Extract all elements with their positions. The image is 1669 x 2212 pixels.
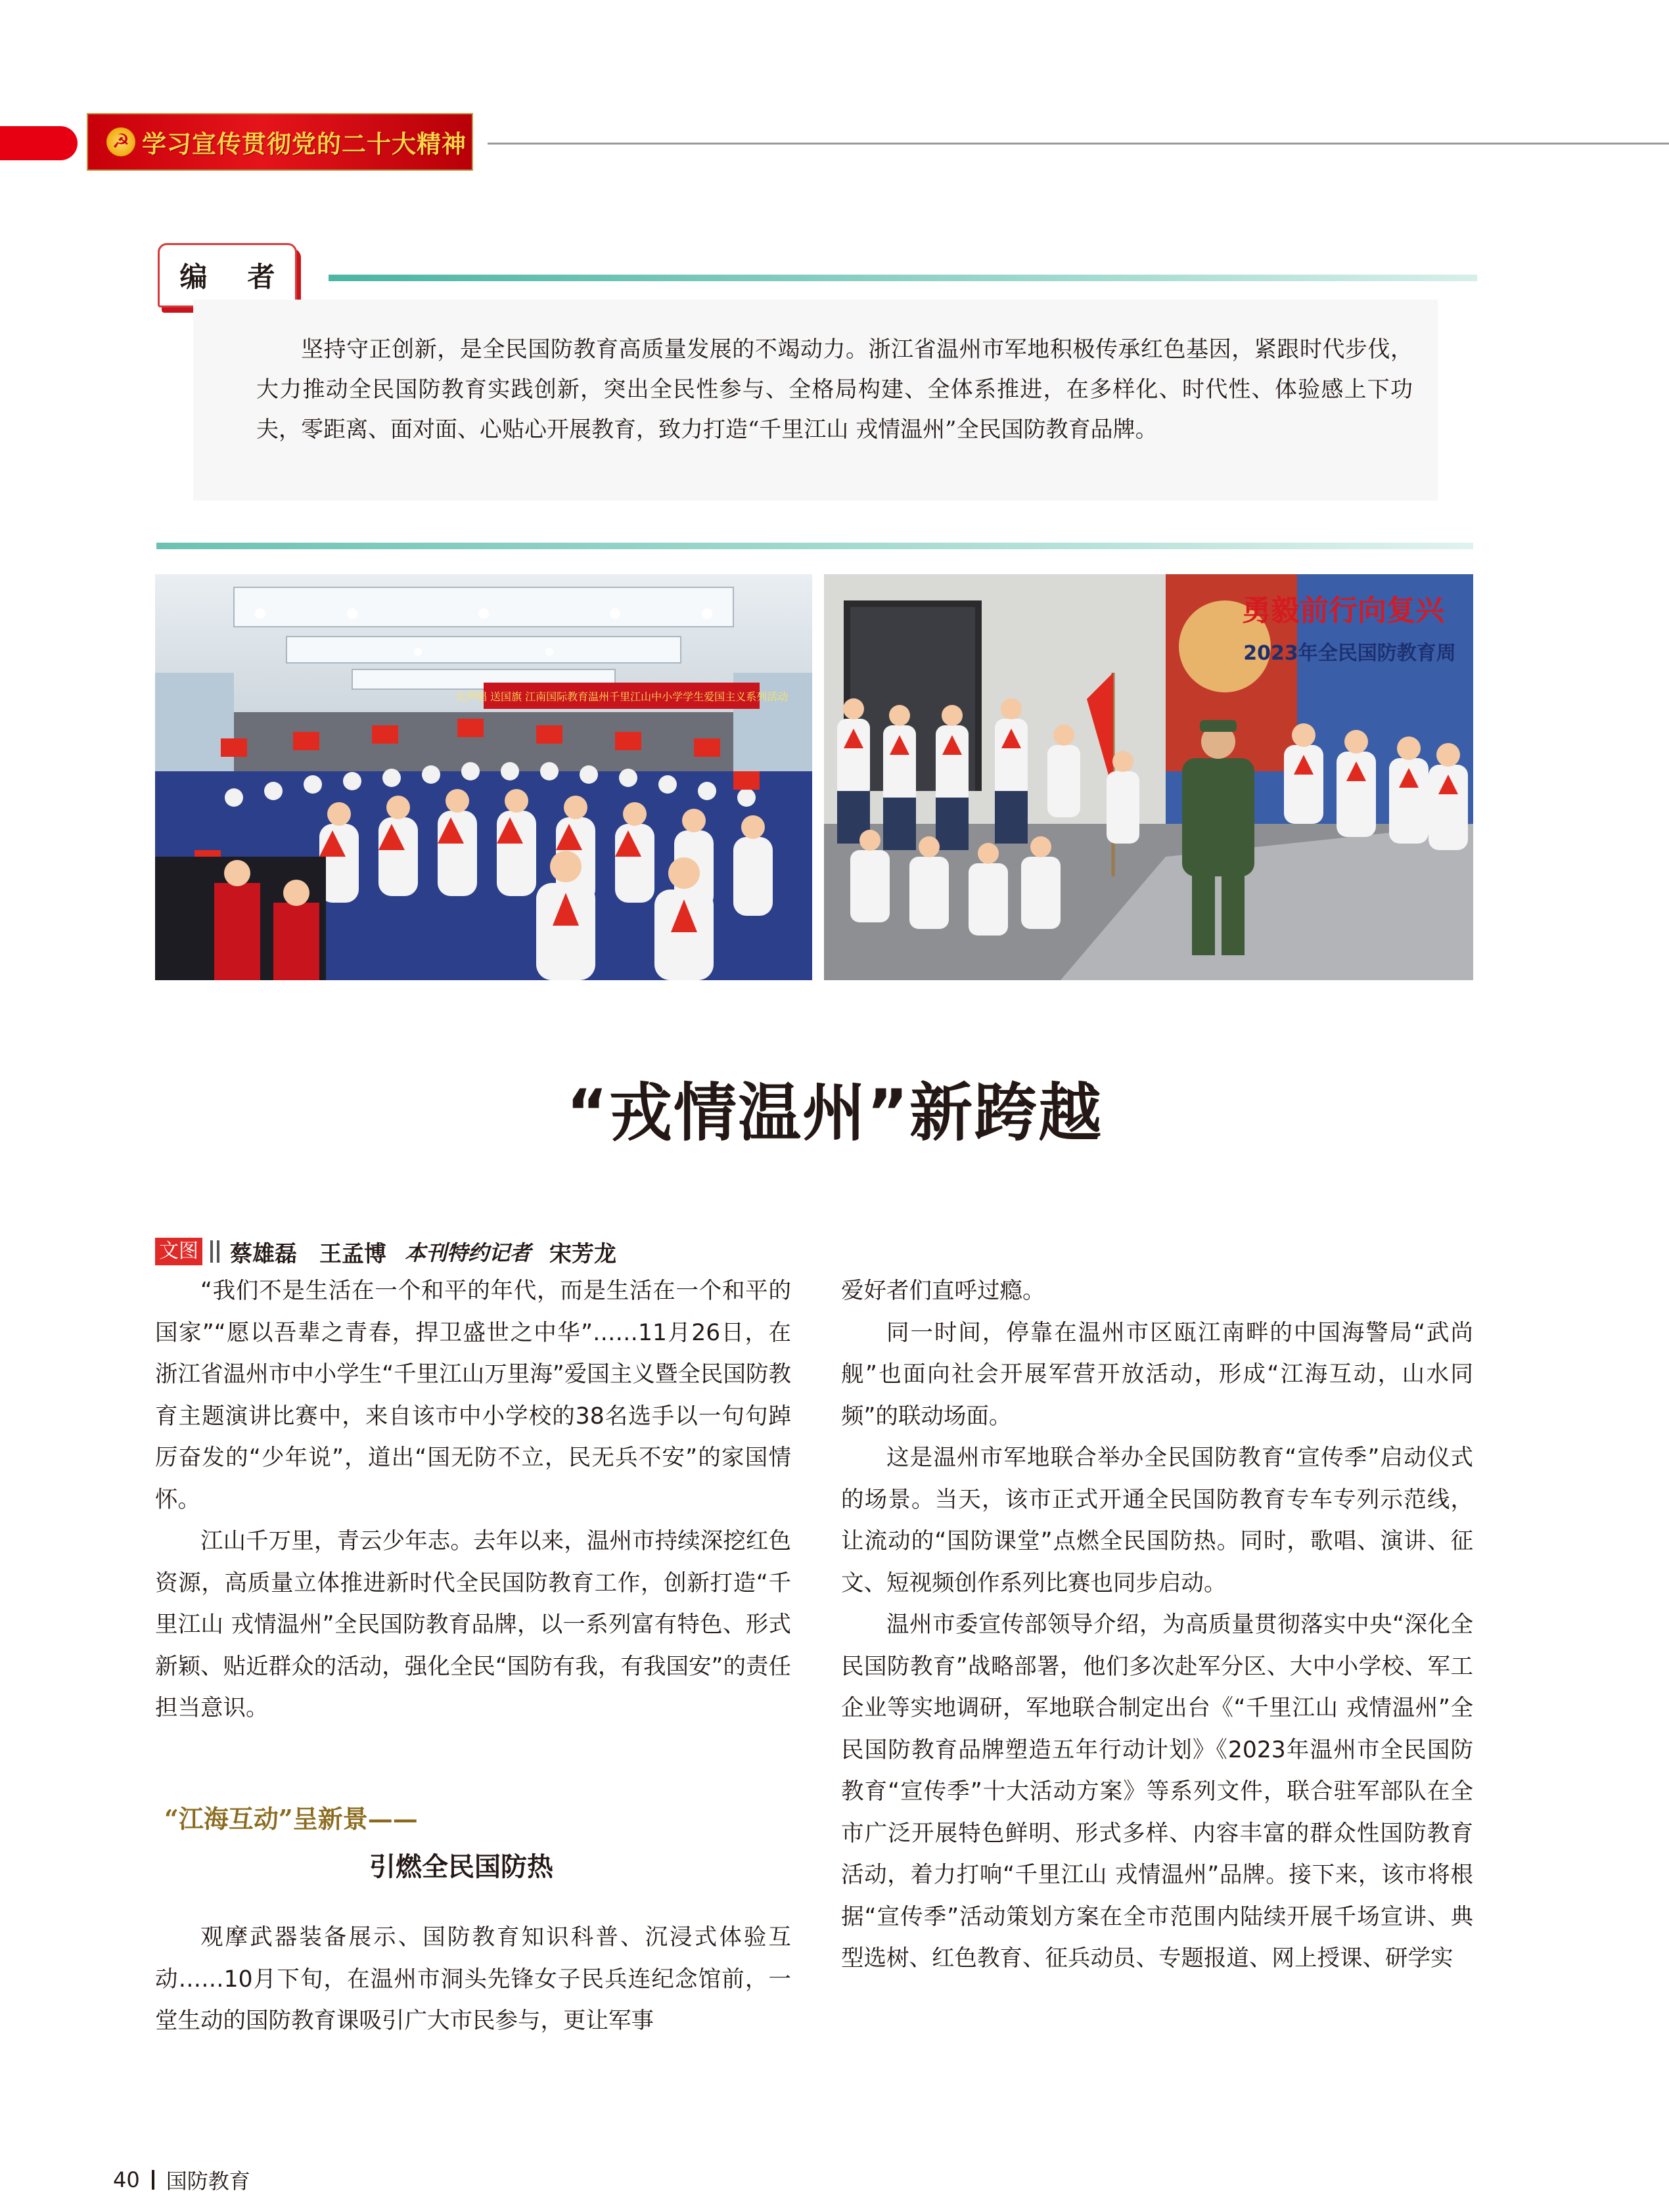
header-red-tab xyxy=(0,126,78,160)
right-column xyxy=(841,1271,1473,1980)
editor-note-bottom-rule xyxy=(156,543,1473,549)
article-title: “戎情温州”新跨越 xyxy=(566,1076,1103,1150)
paragraph: 江山千万里，青云少年志。去年以来，温州市持续深挖红色资源，高质量立体推进新时代全民国防教育工作，创新打造“千里江山 戎情温州”全民国防教育品牌，以一系列富有特色、形式新颖、贴近群众的活动，强化全民“国防有我，有我国安”的责任担当意识。 xyxy=(155,1528,791,1721)
editor-note-text: 坚持守正创新，是全民国防教育高质量发展的不竭动力。浙江省温州市军地积极传承红色基因，紧跟时代步伐，大力推动全民国防教育实践创新，突出全民性参与、全格局构建、全体系推进，在多样化、时代性、体验感上下功夫，零距离、面对面、心贴心开展教育，致力打造“千里江山 戎情温州”全民国防教育品牌。 xyxy=(256,336,1413,443)
byline-tag: 文图 xyxy=(155,1238,202,1265)
header-rule xyxy=(488,143,1669,145)
magazine-name: 国防教育 xyxy=(166,2169,250,2194)
page-footer xyxy=(113,2167,250,2193)
byline-divider-2 xyxy=(217,1240,219,1263)
paragraph: 温州市委宣传部领导介绍，为高质量贯彻落实中央“深化全民国防教育”战略部署，他们多次赴军分区、大中小学校、军工企业等实地调研，军地联合制定出台《“千里江山 戎情温州”全民国防教育品牌塑造五年行动计划》《2023年温州市全民国防教育“宣传季”十大活动方案》等系列文件，联合驻军部队在全市广泛开展特色鲜明、形式多样、内容丰富的群众性国防教育活动，着力打响“千里江山 戎情温州”品牌。接下来，该市将根据“宣传季”活动策划方案在全市范围内陆续开展千场宣讲、典型选树、红色教育、征兵动员、专题报道、网上授课、研学实 xyxy=(841,1612,1473,1972)
paragraph: “我们不是生活在一个和平的年代，而是生活在一个和平的国家”“愿以吾辈之青春，捍卫盛世之中华”……11月26日，在浙江省温州市中小学生“千里江山万里海”爱国主义暨全民国防教育主题演讲比赛中，来自该市中小学校的38名选手以一句句踔厉奋发的“少年说”，道出“国无防不立，民无兵不安”的家国情怀。 xyxy=(155,1278,791,1513)
editor-tag-char-1: 编 xyxy=(179,261,208,293)
auditorium-banner-text: 大声唱 送国旗 江南国际教育温州千里江山中小学学生爱国主义系列活动 xyxy=(455,690,789,703)
byline-role: 本刊特约记者 xyxy=(405,1240,532,1265)
editor-tag-char-2: 者 xyxy=(247,261,275,293)
party-emblem-icon: ☭ xyxy=(106,127,135,156)
left-column-top xyxy=(155,1271,791,1730)
byline-divider xyxy=(210,1240,213,1263)
page-number: 40 xyxy=(113,2167,140,2192)
byline xyxy=(155,1236,616,1267)
subheading-primary: “江海互动”呈新景—— xyxy=(164,1804,418,1834)
photo-soldier-with-students xyxy=(824,574,1473,980)
byline-authors: 蔡雄磊 王孟博 xyxy=(230,1240,386,1267)
paragraph: 同一时间，停靠在温州市区瓯江南畔的中国海警局“武尚舰”也面向社会开展军营开放活动，形成“江海互动，山水同频”的联动场面。 xyxy=(841,1319,1473,1430)
paragraph: 观摩武器装备展示、国防教育知识科普、沉浸式体验互动……10月下旬，在温州市洞头先锋女子民兵连纪念馆前，一堂生动的国防教育课吸引广大市民参与，更让军事 xyxy=(155,1924,791,2034)
editor-note-top-rule xyxy=(329,275,1477,281)
paragraph: 这是温州市军地联合举办全民国防教育“宣传季”启动仪式的场景。当天，该市正式开通全民国防教育专车专列示范线，让流动的“国防课堂”点燃全民国防热。同时，歌唱、演讲、征文、短视频创作系列比赛也同步启动。 xyxy=(841,1445,1473,1596)
subheading-secondary: 引燃全民国防热 xyxy=(369,1852,553,1882)
poster-event-text: 2023年全民国防教育周 xyxy=(1243,642,1456,665)
section-banner xyxy=(87,113,473,171)
left-column-bottom xyxy=(155,1917,791,2043)
paragraph-continuation: 爱好者们直呼过瘾。 xyxy=(841,1278,1045,1304)
byline-reporter: 宋芳龙 xyxy=(549,1240,617,1267)
footer-divider xyxy=(152,2170,154,2190)
photo-auditorium-students xyxy=(155,574,812,980)
poster-slogan-text: 勇毅前行向复兴 xyxy=(1242,594,1444,627)
section-banner-text: 学习宣传贯彻党的二十大精神 xyxy=(142,129,467,158)
